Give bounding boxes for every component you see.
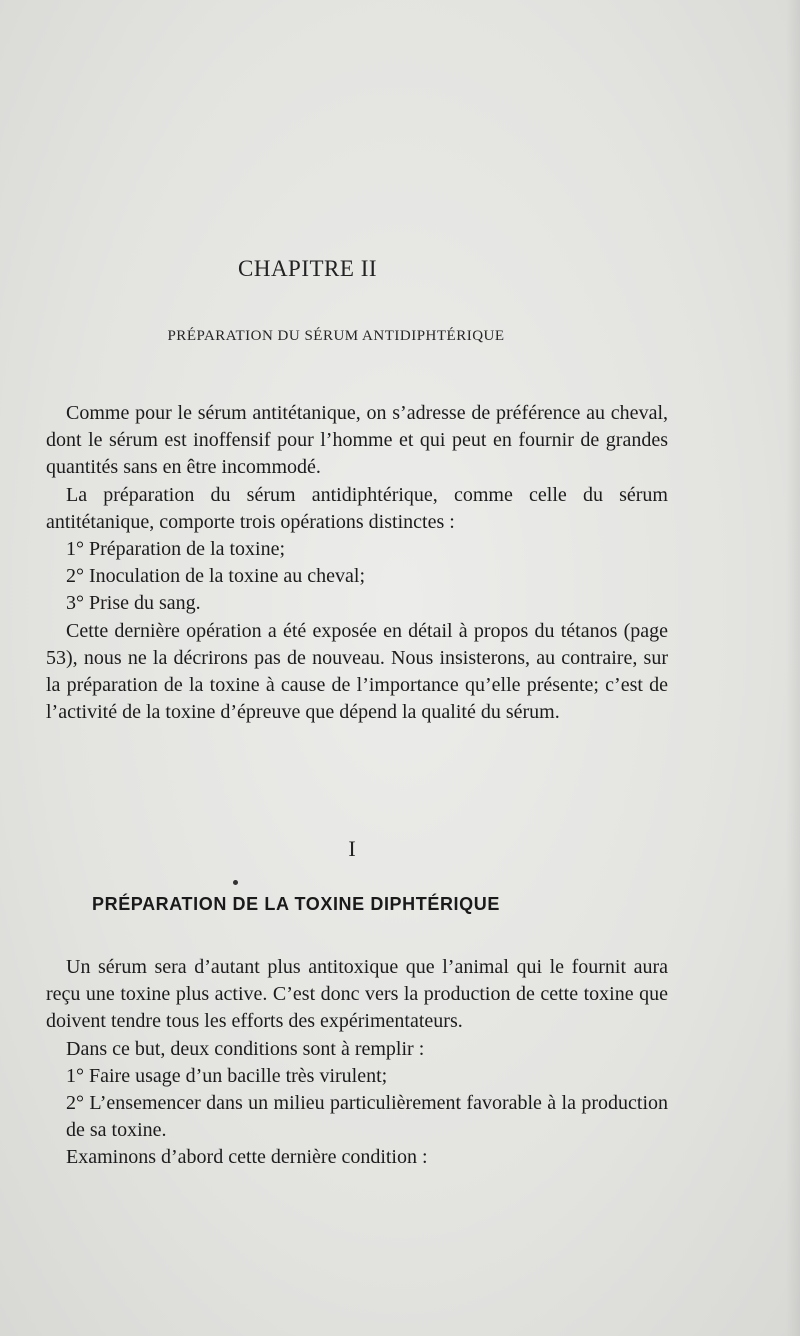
- section-list-item: 1° Faire usage d’un bacille très virulent;: [66, 1064, 388, 1087]
- section-paragraph-3: Examinons d’abord cette dernière condition :: [66, 1146, 428, 1169]
- intro-paragraph-1: Comme pour le sérum antitétanique, on s’adresse de préférence au cheval, dont le sérum est inoffensif pour l’homme et qui peut en fournir de grandes quantités sans en être incommodé.: [46, 402, 668, 479]
- intro-list-item: 1° Préparation de la toxine;: [66, 538, 286, 561]
- section-text: [46, 954, 668, 1172]
- intro-paragraph-2: La préparation du sérum antidiphtérique, comme celle du sérum antitétanique, comporte trois opérations distinctes :: [46, 483, 668, 533]
- page-edge-shadow: [786, 0, 800, 1336]
- intro-list-item: 3° Prise du sang.: [66, 592, 201, 615]
- intro-list-item: 2° Inoculation de la toxine au cheval;: [66, 565, 366, 588]
- section-paragraph-1: Un sérum sera d’autant plus antitoxique que l’animal qui le fournit aura reçu une toxine plus active. C’est donc vers la production de cette toxine que doivent tendre tous les efforts des expérimentateurs.: [46, 956, 668, 1033]
- section-paragraph-2: Dans ce but, deux conditions sont à remplir :: [66, 1037, 425, 1060]
- section-title: PRÉPARATION DE LA TOXINE DIPHTÉRIQUE: [92, 894, 500, 914]
- section-list-item: 2° L’ensemencer dans un milieu particulièrement favorable à la production de sa toxine.: [66, 1092, 668, 1142]
- ornament-dot: [233, 880, 238, 885]
- intro-paragraph-3: Cette dernière opération a été exposée en détail à propos du tétanos (page 53), nous ne la décrirons pas de nouveau. Nous insisterons, au contraire, sur la préparation de la toxine à cause de l’importance qu’elle présente; c’est de l’activité de la toxine d’épreuve que dépend la qualité du sérum.: [46, 619, 668, 724]
- section-number: I: [348, 836, 356, 861]
- intro-text: [46, 400, 668, 726]
- chapter-title: CHAPITRE II: [238, 256, 378, 281]
- chapter-subtitle: PRÉPARATION DU SÉRUM ANTIDIPHTÉRIQUE: [167, 328, 505, 344]
